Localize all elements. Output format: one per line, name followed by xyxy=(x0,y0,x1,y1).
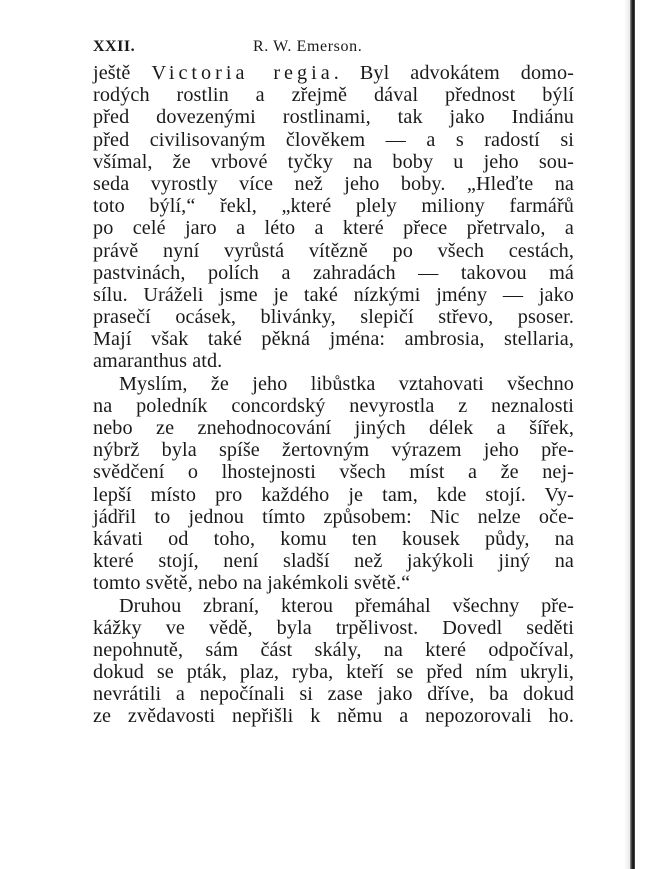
text-fragment: . Byl advokátem domo- xyxy=(333,62,574,84)
page-header xyxy=(93,36,573,58)
text-line: nebo ze znehodnocování jiných délek a šířek, xyxy=(93,417,574,439)
text-line: které stojí, není sladší než jakýkoli jiný na xyxy=(93,550,574,573)
text-line: kávati od toho, komu ten kousek půdy, na xyxy=(93,527,574,550)
text-line: před dovezenými rostlinami, tak jako Indiánu xyxy=(93,106,574,129)
text-line: prasečí ocásek, blivánky, slepičí střevo, psoser. xyxy=(93,306,574,329)
text-line: pastvinách, polích a zahradách — takovou má xyxy=(93,261,574,284)
text-line: nepohnutě, sám část skály, na které odpočíval, xyxy=(93,638,574,661)
text-line: jádřil to jednou tímto způsobem: Nic nelze oče- xyxy=(93,505,574,528)
paragraph-start-line: Myslím, že jeho libůstka vztahovati všechno xyxy=(119,372,574,395)
text-line: seda vyrostly více než jeho boby. „Hleďte na xyxy=(93,172,574,195)
running-title: R. W. Emerson. xyxy=(253,38,363,55)
text-line xyxy=(93,62,574,84)
text-line: nýbrž byla spíše žertovným výrazem jeho pře- xyxy=(93,439,574,462)
body-text xyxy=(93,62,574,728)
page-number: XXII. xyxy=(93,38,136,55)
text-line: před civilisovaným člověkem — a s radostí si xyxy=(93,128,574,151)
text-line: rodých rostlin a zřejmě dával přednost býlí xyxy=(93,84,574,107)
text-line: právě nyní vyrůstá vítězně po všech cestách, xyxy=(93,239,574,262)
text-line: lepší místo pro každého je tam, kde stojí. Vy- xyxy=(93,483,574,506)
text-line: dokud se pták, plaz, ryba, kteří se před ním ukryli, xyxy=(93,661,574,684)
text-line: po celé jaro a léto a které přece přetrvalo, a xyxy=(93,217,574,240)
text-line: kážky ve vědě, byla trpělivost. Dovedl seděti xyxy=(93,616,574,639)
text-line: amaranthus atd. xyxy=(93,350,223,373)
text-line: toto býlí,“ řekl, „které plely miliony farmářů xyxy=(93,195,574,218)
text-line: všímal, že vrbové tyčky na boby u jeho sou- xyxy=(93,150,574,173)
paragraph-start-line: Druhou zbraní, kterou přemáhal všechny pře- xyxy=(119,594,574,617)
page-binding-edge xyxy=(630,0,635,869)
text-line: ze zvědavosti nepřišli k němu a nepozorovali ho. xyxy=(93,705,574,728)
text-line: na poledník concordský nevyrostla z neznalosti xyxy=(93,394,574,417)
text-line: Mají však také pěkná jména: ambrosia, stellaria, xyxy=(93,328,574,351)
emphasized-term: Victoria regia xyxy=(151,62,334,84)
text-line: nevrátili a nepočínali si zase jako dříve, ba dokud xyxy=(93,683,574,706)
text-line: svědčení o lhostejnosti všech míst a že nej- xyxy=(93,461,574,484)
text-line: sílu. Uráželi jsme je také nízkými jmény — jako xyxy=(93,283,574,306)
text-line: tomto světě, nebo na jakémkoli světě.“ xyxy=(93,572,411,595)
text-fragment: ještě xyxy=(93,62,152,84)
